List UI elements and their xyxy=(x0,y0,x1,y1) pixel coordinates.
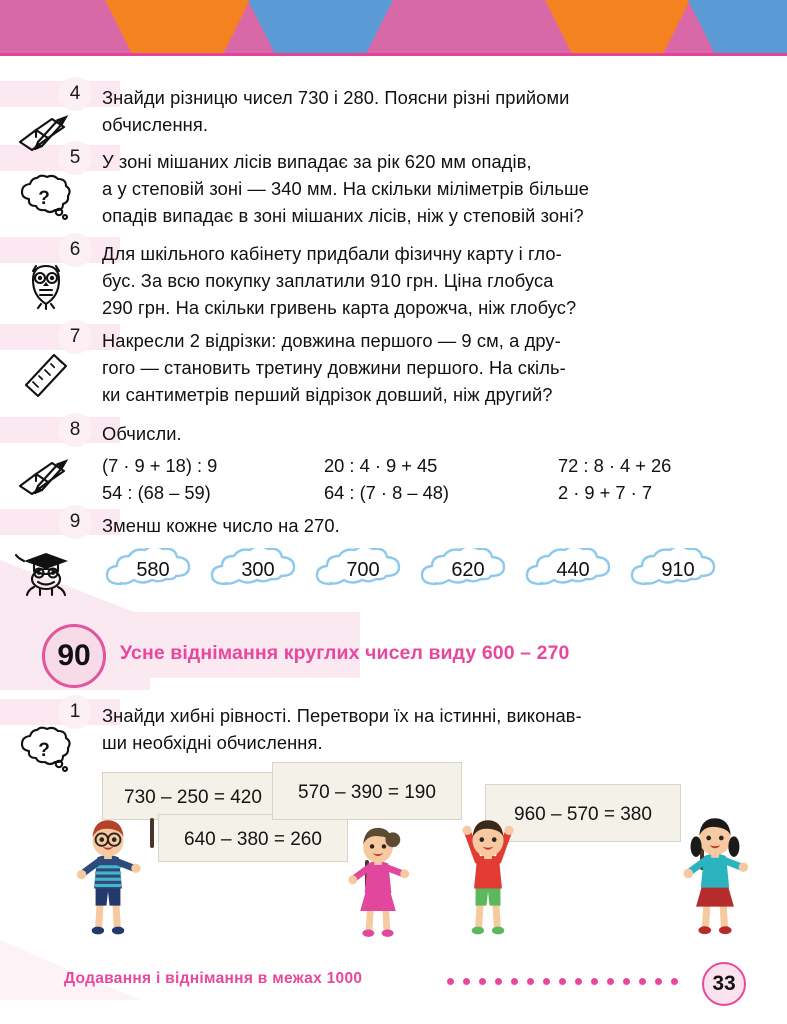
cloud-bubble xyxy=(206,548,310,592)
exercise-number-8: 8 xyxy=(58,413,92,447)
footer-dot xyxy=(511,978,518,985)
exercise-text-line: Знайди різницю чисел 730 і 280. Поясни різні прийоми xyxy=(102,87,570,108)
equation-sign xyxy=(272,762,462,820)
footer-chapter-title: Додавання і віднімання в межах 1000 xyxy=(64,970,363,987)
footer-dot xyxy=(447,978,454,985)
exercise-text xyxy=(102,84,732,138)
notebook-pencil-icon xyxy=(14,452,78,504)
equation-text: 570 – 390 = 190 xyxy=(298,782,436,803)
footer-dot xyxy=(527,978,534,985)
expression: 64 : (7 · 8 – 48) xyxy=(324,482,449,503)
footer-dot xyxy=(671,978,678,985)
footer-dot xyxy=(607,978,614,985)
svg-text:?: ? xyxy=(38,740,50,761)
section-title: Усне віднімання круглих чисел виду 600 – 270 xyxy=(120,642,570,664)
exercise-text-line: У зоні мішаних лісів випадає за рік 620 мм опадів, xyxy=(102,151,532,172)
footer-dot xyxy=(463,978,470,985)
illustration-children-with-signs xyxy=(40,762,760,947)
cloud-value: 580 xyxy=(136,559,170,581)
expression: 20 : 4 · 9 + 45 xyxy=(324,455,438,476)
equation-text: 960 – 570 = 380 xyxy=(514,804,652,825)
cloud-number-row xyxy=(0,548,787,598)
section-header xyxy=(0,612,787,692)
exercise-text-line: гого — становить третину довжини першого. На скіль- xyxy=(102,357,566,378)
expression-column xyxy=(324,452,449,506)
svg-text:?: ? xyxy=(38,188,50,209)
exercise-text-line: Накресли 2 відрізки: довжина першого — 9 см, а дру- xyxy=(102,330,561,351)
frog-graduate-icon xyxy=(14,545,78,597)
child-girl-black-pigtails-red-skirt xyxy=(665,812,765,946)
expression: (7 · 9 + 18) : 9 xyxy=(102,455,218,476)
cloud-bubble xyxy=(521,548,625,592)
exercise-text xyxy=(102,327,732,408)
decorative-top-banner xyxy=(0,0,787,56)
banner-bottom-rule xyxy=(0,53,787,56)
exercise-text-line: опадів випадає в зоні мішаних лісів, ніж у степовій зоні? xyxy=(102,205,584,226)
expression: 2 · 9 + 7 · 7 xyxy=(558,482,652,503)
expression: 72 : 8 · 4 + 26 xyxy=(558,455,672,476)
page-footer xyxy=(0,958,787,1008)
footer-dot xyxy=(495,978,502,985)
ruler-icon xyxy=(14,345,78,397)
exercise-number-1: 1 xyxy=(58,695,92,729)
exercise-text-line: ши необхідні обчислення. xyxy=(102,732,323,753)
footer-dot xyxy=(559,978,566,985)
child-boy-glasses-striped-shirt xyxy=(58,814,158,946)
exercise-text xyxy=(102,148,732,229)
banner-background xyxy=(0,0,787,56)
exercise-text xyxy=(102,512,732,539)
footer-dot xyxy=(543,978,550,985)
footer-dot xyxy=(655,978,662,985)
section-number-badge: 90 xyxy=(42,624,106,688)
cloud-value: 700 xyxy=(346,559,380,581)
thought-bubble-question-icon xyxy=(14,722,78,774)
cloud-bubble xyxy=(416,548,520,592)
exercise-number-4: 4 xyxy=(58,77,92,111)
equation-sign xyxy=(102,772,284,820)
exercise-text-line: ки сантиметрів перший відрізок довший, ніж другий? xyxy=(102,384,553,405)
exercise-text xyxy=(102,702,732,756)
child-girl-pink-dress xyxy=(330,822,426,948)
exercise-number-6: 6 xyxy=(58,233,92,267)
exercise-text-line: Для шкільного кабінету придбали фізичну карту і гло- xyxy=(102,243,562,264)
cloud-bubble xyxy=(626,548,730,592)
equation-text: 730 – 250 = 420 xyxy=(124,787,262,808)
cloud-value: 440 xyxy=(556,559,590,581)
expression-column xyxy=(558,452,671,506)
exercise-text-line: бус. За всю покупку заплатили 910 грн. Ціна глобуса xyxy=(102,270,554,291)
footer-dot xyxy=(623,978,630,985)
cloud-bubble xyxy=(101,548,205,592)
exercise-text-line: обчислення. xyxy=(102,114,209,135)
exercise-text xyxy=(102,420,732,447)
page-number-badge: 33 xyxy=(702,962,746,1006)
cloud-bubble xyxy=(311,548,415,592)
child-boy-red-shirt-green-shorts xyxy=(440,814,536,946)
footer-dot xyxy=(479,978,486,985)
exercise-number-5: 5 xyxy=(58,141,92,175)
exercise-number-9: 9 xyxy=(58,505,92,539)
expression: 54 : (68 – 59) xyxy=(102,482,211,503)
expression-grid xyxy=(102,452,742,508)
cloud-value: 300 xyxy=(241,559,275,581)
footer-dot xyxy=(639,978,646,985)
expression-column xyxy=(102,452,217,506)
footer-dot xyxy=(591,978,598,985)
exercise-text-line: Обчисли. xyxy=(102,423,182,444)
exercise-number-7: 7 xyxy=(58,320,92,354)
exercise-text-line: Зменш кожне число на 270. xyxy=(102,515,340,536)
equation-text: 640 – 380 = 260 xyxy=(184,829,322,850)
footer-dot xyxy=(575,978,582,985)
exercise-text-line: а у степовій зоні — 340 мм. На скільки міліметрів більше xyxy=(102,178,590,199)
owl-icon xyxy=(14,258,78,310)
thought-bubble-question-icon xyxy=(14,170,78,222)
cloud-value: 620 xyxy=(451,559,485,581)
exercise-text-line: Знайди хибні рівності. Перетвори їх на істинні, виконав- xyxy=(102,705,582,726)
exercise-text-line: 290 грн. На скільки гривень карта дорожча, ніж глобус? xyxy=(102,297,577,318)
cloud-value: 910 xyxy=(661,559,695,581)
notebook-pencil-icon xyxy=(14,108,78,160)
footer-dot-leader xyxy=(447,978,697,988)
exercise-text xyxy=(102,240,732,321)
